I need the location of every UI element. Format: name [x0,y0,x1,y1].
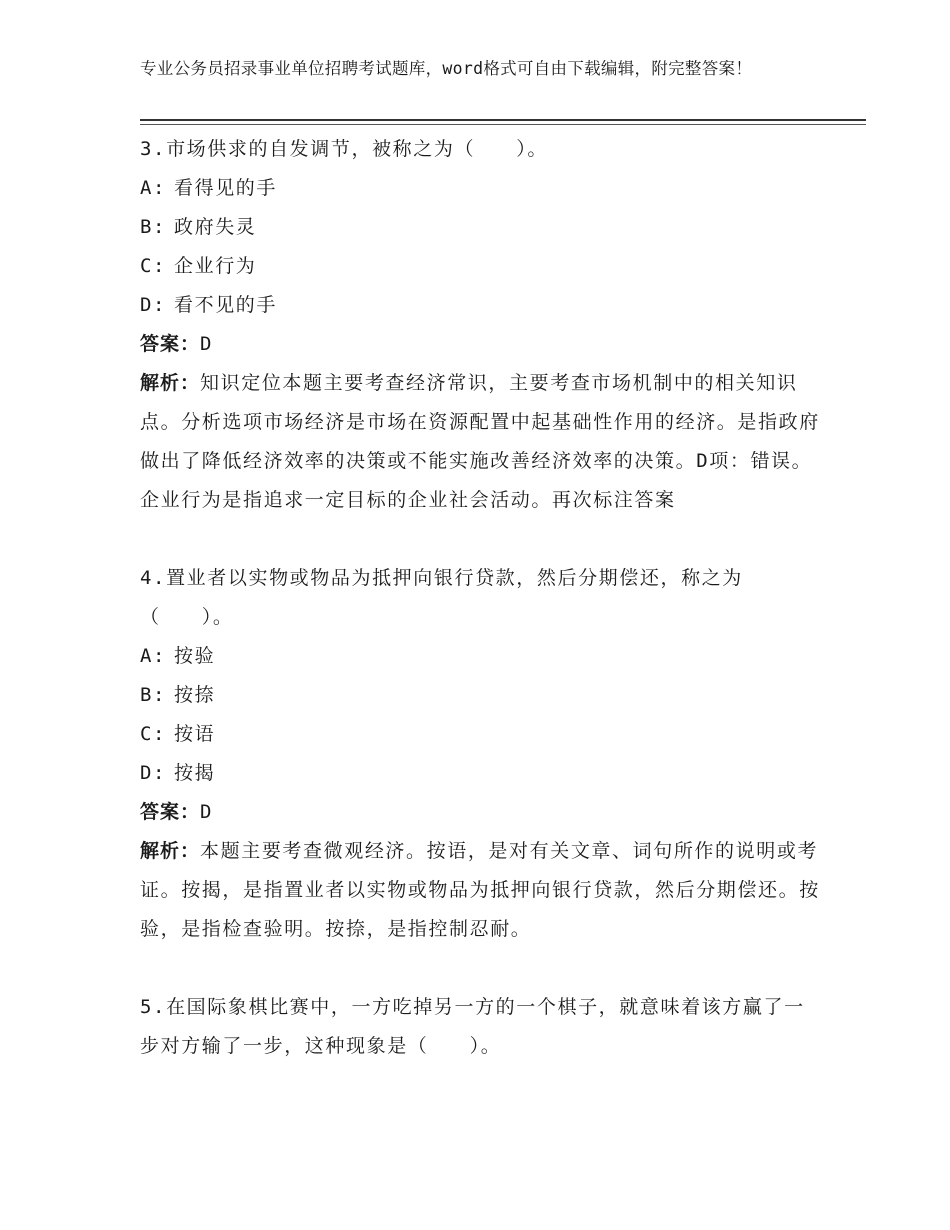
option-text: 政府失灵 [174,216,257,238]
question-3 [140,130,820,520]
analysis-paragraph [140,832,820,949]
answer-line [140,793,820,832]
option-text: 按验 [174,645,216,667]
option-text: 按捺 [174,684,216,706]
option-key: A: [140,645,167,667]
option-b [140,208,820,247]
spacer [140,949,820,988]
question-5 [140,988,820,1066]
option-text: 看不见的手 [174,294,278,316]
question-list [140,130,820,1066]
question-stem: 5.在国际象棋比赛中，一方吃掉另一方的一个棋子，就意味着该方赢了一步对方输了一步，这种现象是（ ）。 [140,996,805,1057]
option-a [140,637,820,676]
header-divider-thin [140,124,866,125]
answer-label: 答案： [140,333,201,355]
option-text: 按揭 [174,762,216,784]
analysis-label: 解析： [140,840,201,862]
option-c [140,247,820,286]
option-text: 按语 [174,723,216,745]
option-d [140,754,820,793]
option-c [140,715,820,754]
option-key: D: [140,294,167,316]
answer-value: D [200,801,214,823]
question-stem: 3.市场供求的自发调节，被称之为（ ）。 [140,138,548,160]
header-divider-thick [140,119,866,121]
option-key: A: [140,177,167,199]
analysis-label: 解析： [140,372,201,394]
analysis-paragraph [140,364,820,520]
option-key: B: [140,684,167,706]
answer-line [140,325,820,364]
option-text: 看得见的手 [174,177,278,199]
option-key: B: [140,216,167,238]
option-a [140,169,820,208]
answer-label: 答案： [140,801,201,823]
option-d [140,286,820,325]
question-stem: 4.置业者以实物或物品为抵押向银行贷款，然后分期偿还，称之为（ ）。 [140,567,743,628]
question-4 [140,559,820,949]
analysis-text: 知识定位本题主要考查经济常识，主要考查市场机制中的相关知识点。分析选项市场经济是市场在资源配置中起基础性作用的经济。是指政府做出了降低经济效率的决策或不能实施改善经济效率的决策。D项：错误。企业行为是指追求一定目标的企业社会活动。再次标注答案 [140,372,820,511]
option-key: C: [140,255,167,277]
option-key: C: [140,723,167,745]
spacer [140,520,820,559]
option-b [140,676,820,715]
answer-value: D [200,333,214,355]
analysis-text: 本题主要考查微观经济。按语，是对有关文章、词句所作的说明或考证。按揭，是指置业者以实物或物品为抵押向银行贷款，然后分期偿还。按验，是指检查验明。按捺，是指控制忍耐。 [140,840,820,940]
option-text: 企业行为 [174,255,257,277]
document-header: 专业公务员招录事业单位招聘考试题库，word格式可自由下载编辑，附完整答案！ [140,59,753,78]
option-key: D: [140,762,167,784]
